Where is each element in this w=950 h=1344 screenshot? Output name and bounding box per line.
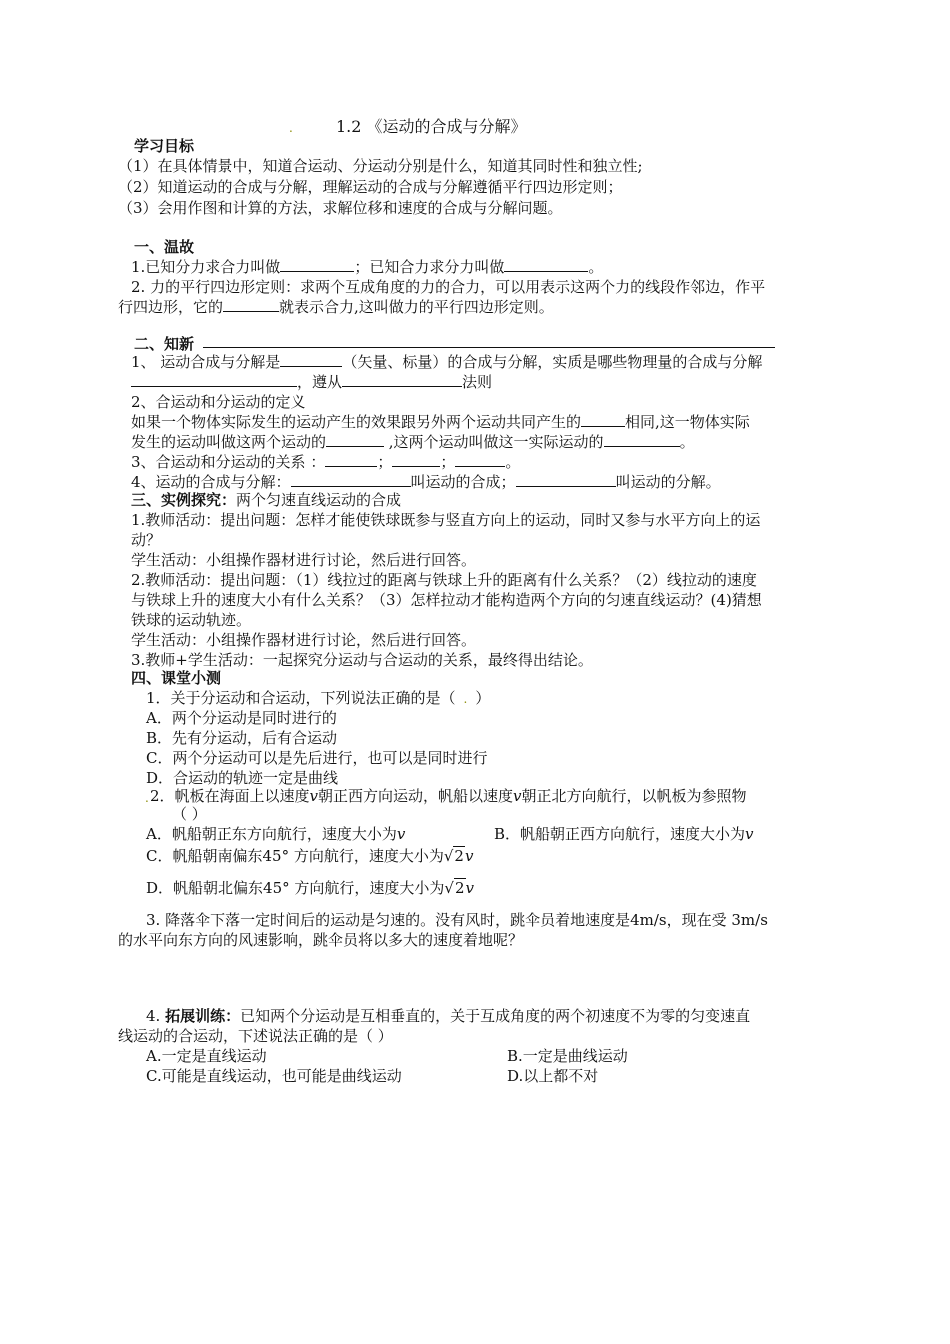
section-heading-quiz: 四、课堂小测 [131, 669, 222, 687]
blank [223, 297, 279, 312]
section-heading-new: 二、知新 [134, 335, 195, 353]
blank [280, 257, 354, 272]
blank [455, 452, 505, 467]
example-t2-line3: 铁球的运动轨迹。 [131, 611, 252, 629]
example-t2-line2: 与铁球上升的速度大小有什么关系？（3）怎样拉动才能构造两个方向的匀速直线运动？(4)猜想 [131, 591, 762, 609]
blank [326, 432, 384, 447]
quiz-q4-option: B.一定是曲线运动 [507, 1047, 628, 1065]
new-p4: 4、运动的合成与分解： 叫运动的合成； 叫运动的分解。 [131, 473, 721, 491]
quiz-q4-line1: 4. 拓展训练：已知两个分运动是互相垂直的，关于互成角度的两个初速度不为零的匀变速直 [146, 1007, 751, 1025]
review-q2-line1: 2. 力的平行四边形定则：求两个互成角度的力的合力，可以用表示这两个力的线段作邻边，作平 [131, 278, 766, 296]
example-t2-line1: 2.教师活动：提出问题：（1）线拉过的距离与铁球上升的距离有什么关系？（2）线拉动的速度 [131, 571, 757, 589]
quiz-q2-option-b: B．帆船朝正西方向航行，速度大小为v [494, 825, 754, 843]
page-title: 1.2 《运动的合成与分解》 [336, 117, 527, 136]
blank [325, 452, 377, 467]
blank [604, 432, 680, 447]
section-heading-examples: 三、实例探究：两个匀速直线运动的合成 [131, 491, 402, 509]
q2-mark: . [145, 791, 149, 805]
new-p3: 3、合运动和分运动的关系 ： ； ； 。 [131, 453, 521, 471]
goal-item: （3）会用作图和计算的方法，求解位移和速度的合成与分解问题。 [118, 199, 563, 217]
blank [392, 452, 440, 467]
quiz-q4-option: C.可能是直线运动，也可能是曲线运动 [146, 1067, 402, 1085]
blank [280, 352, 342, 367]
review-q1: 1.已知分力求合力叫做 ；已知合力求分力叫做 。 [131, 258, 604, 276]
example-t1-line1: 1.教师活动：提出问题：怎样才能使铁球既参与竖直方向上的运动，同时又参与水平方向上的运 [131, 511, 761, 529]
blank [131, 372, 297, 387]
quiz-q1: 1．关于分运动和合运动，下列说法正确的是（ . ） [146, 689, 491, 707]
quiz-q3-line2: 的水平向东方向的风速影响，跳伞员将以多大的速度着地呢？ [118, 931, 524, 949]
new-p1-line2: ，遵从 法则 [131, 372, 492, 392]
new-p2-title: 2、合运动和分运动的定义 [131, 393, 306, 411]
new-p1-line1: 1、 运动合成与分解是 （矢量、标量）的合成与分解，实质是哪些物理量的合成与分解 [131, 353, 763, 371]
quiz-q2-option-c: C．帆船朝南偏东45° 方向航行，速度大小为√2v [146, 847, 474, 865]
example-st2: 学生活动：小组操作器材进行讨论，然后进行回答。 [131, 631, 477, 649]
quiz-q1-option: B．先有分运动，后有合运动 [146, 729, 338, 747]
new-p2-line1: 如果一个物体实际发生的运动产生的效果跟另外两个运动共同产生的 相同,这一物体实际 [131, 413, 750, 431]
quiz-q2-paren: （ ） [172, 805, 207, 823]
blank [581, 412, 625, 427]
review-q2-line2: 行四边形，它的 就表示合力,这叫做力的平行四边形定则。 [118, 298, 554, 316]
quiz-q1-option: C．两个分运动可以是先后进行，也可以是同时进行 [146, 749, 488, 767]
goal-item: （1）在具体情景中，知道合运动、分运动分别是什么，知道其同时性和独立性; [118, 157, 643, 175]
example-t1-line2: 动？ [131, 531, 162, 549]
goals-heading: 学习目标 [134, 137, 195, 155]
quiz-q2-option-d: D．帆船朝北偏东45° 方向航行，速度大小为√2v [146, 879, 474, 897]
goal-item: （2）知道运动的合成与分解，理解运动的合成与分解遵循平行四边形定则； [118, 178, 623, 196]
blank [516, 472, 616, 487]
blank [342, 372, 462, 387]
sqrt-expression: √2v [444, 879, 474, 897]
blank [291, 472, 411, 487]
section-heading-review: 一、温故 [134, 238, 195, 256]
quiz-q4-line2: 线运动的合运动，下述说法正确的是（ ） [118, 1027, 393, 1045]
quiz-q2: 2．帆板在海面上以速度v朝正西方向运动，帆船以速度v朝正北方向航行，以帆板为参照物 [150, 787, 747, 805]
title-mark: . [289, 121, 293, 135]
quiz-q3-line1: 3. 降落伞下落一定时间后的运动是匀速的。没有风时，跳伞员着地速度是4m/s，现在受 3m/s [146, 911, 768, 929]
heading-rule [203, 347, 775, 348]
quiz-q2-option-a: A．帆船朝正东方向航行，速度大小为v [146, 825, 406, 843]
example-t3: 3.教师+学生活动：一起探究分运动与合运动的关系，最终得出结论。 [131, 651, 593, 669]
quiz-q1-option: A．两个分运动是同时进行的 [146, 709, 337, 727]
quiz-q1-option: D．合运动的轨迹一定是曲线 [146, 769, 339, 787]
blank [504, 257, 588, 272]
sqrt-expression: √2v [443, 847, 474, 865]
example-st1: 学生活动：小组操作器材进行讨论，然后进行回答。 [131, 551, 477, 569]
quiz-q4-option: A.一定是直线运动 [146, 1047, 267, 1065]
new-p2-line2: 发生的运动叫做这两个运动的 ,这两个运动叫做这一实际运动的 。 [131, 433, 695, 451]
quiz-q4-option: D.以上都不对 [507, 1067, 599, 1085]
